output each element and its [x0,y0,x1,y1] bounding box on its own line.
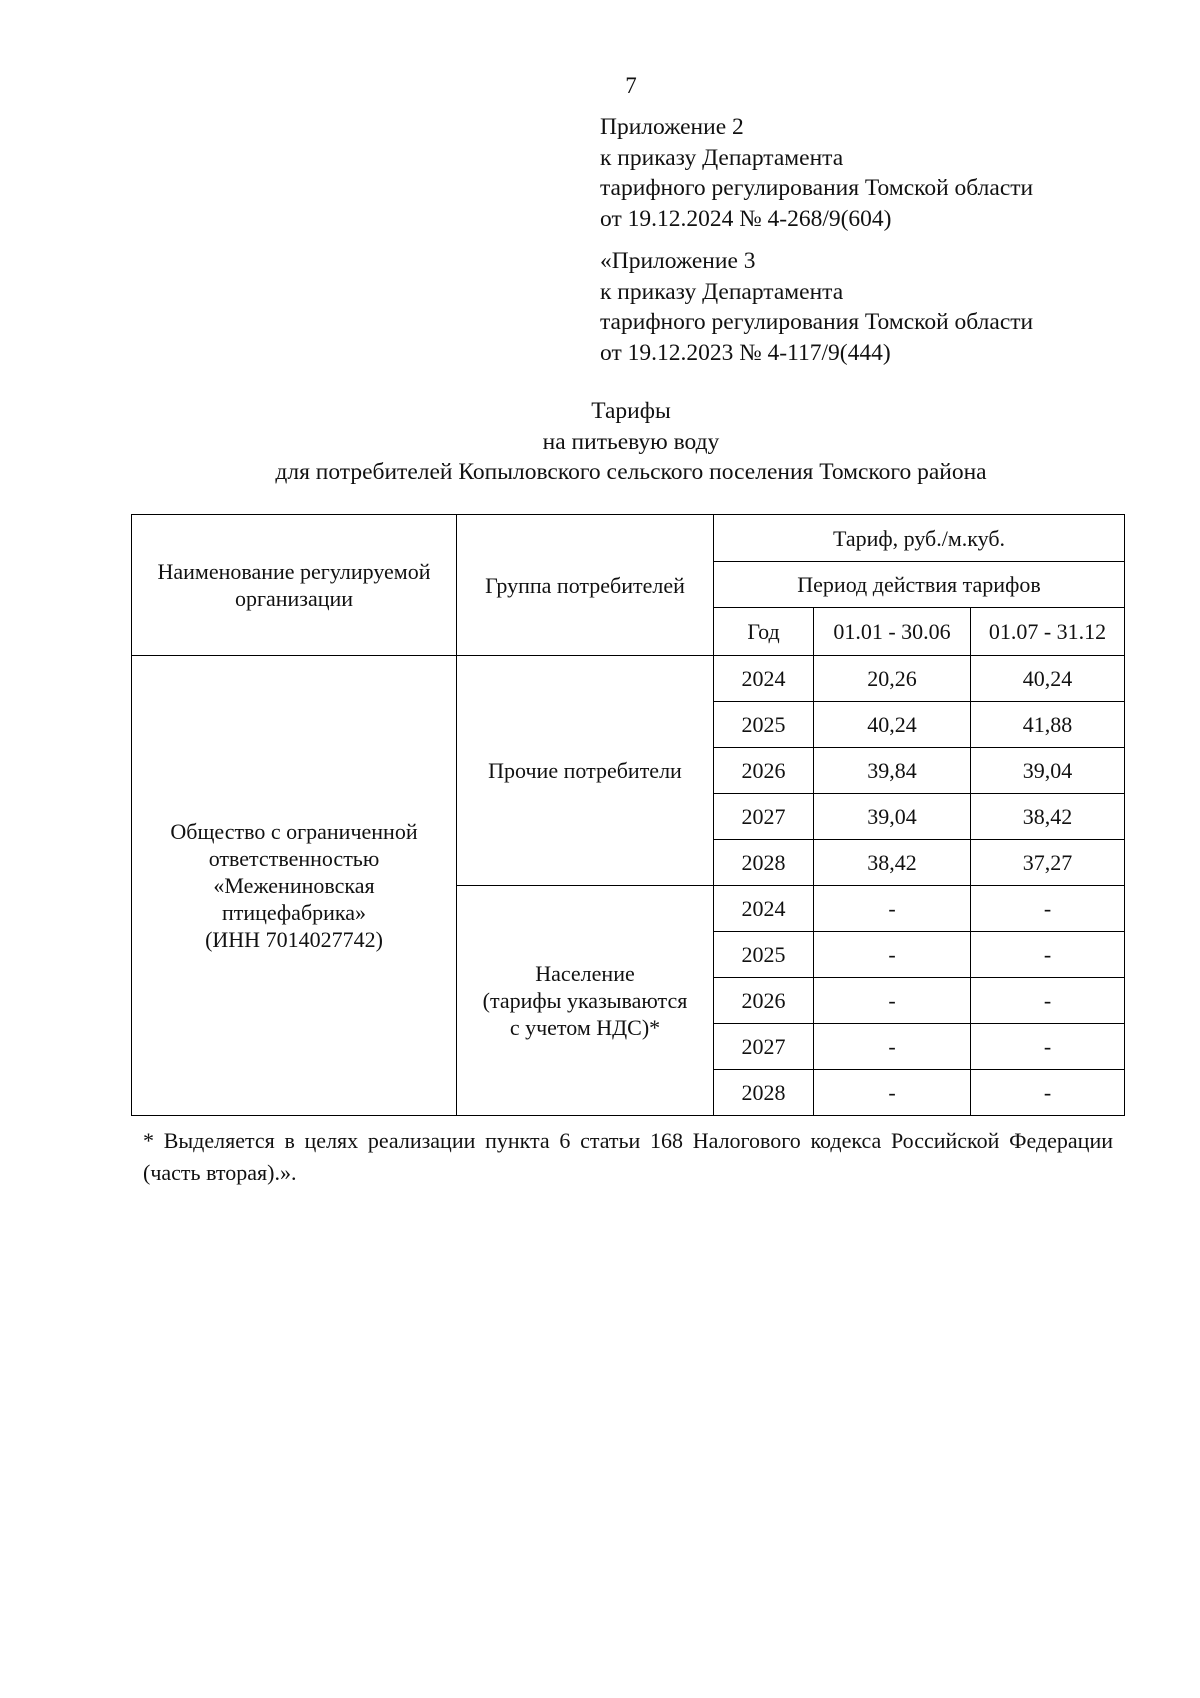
appendix-line: к приказу Департамента [600,144,844,171]
organization-line: Общество с ограниченной [170,819,418,844]
org-header: Наименование регулируемой организации [132,515,457,656]
year-cell: 2028 [714,840,814,886]
tariff-second-half-cell: 38,42 [971,794,1125,840]
tariff-second-half-cell: - [971,886,1125,932]
title-line: Тарифы [591,398,671,424]
tariff-first-half-cell: - [814,978,971,1024]
consumer-group-cell [457,656,714,886]
organization-line: птицефабрика» [221,900,367,925]
appendix-line: от 19.12.2024 № 4-268/9(604) [600,205,892,232]
organization-cell [132,656,457,1116]
tariff-second-half-cell: - [971,1070,1125,1116]
first-half-header: 01.01 - 30.06 [814,608,971,656]
tariff-first-half-cell: 40,24 [814,702,971,748]
tariff-first-half-cell: - [814,1024,971,1070]
table-row [132,656,1125,702]
appendix-line: тарифного регулирования Томской области [600,175,1034,201]
tariff-second-half-cell: - [971,932,1125,978]
appendix-line: «Приложение 3 [600,248,756,274]
tariff-first-half-cell: - [814,1070,971,1116]
year-cell: 2028 [714,1070,814,1116]
tariff-second-half-cell: 40,24 [971,656,1125,702]
consumer-group-line: (тарифы указываются [482,988,688,1013]
tariff-table [131,514,1125,1116]
previous-appendix-header [600,246,1033,368]
footnote: * Выделяется в целях реализации пункта 6 статьи 168 Налогового кодекса Российской Федерации (часть вторая).». [143,1128,1113,1185]
title-line: на питьевую воду [542,428,720,455]
year-cell: 2027 [714,1024,814,1070]
tariff-first-half-cell: 39,04 [814,794,971,840]
tariff-first-half-cell: 39,84 [814,748,971,794]
tariff-header: Тариф, руб./м.куб. [714,515,1125,562]
organization-line: (ИНН 7014027742) [205,927,383,952]
year-cell: 2025 [714,932,814,978]
consumer-group-line: Прочие потребители [488,758,682,783]
second-half-header: 01.07 - 31.12 [971,608,1125,656]
appendix-header [600,112,1033,234]
page-number: 7 [625,73,637,98]
organization-line: ответственностью [208,846,380,871]
year-cell: 2026 [714,748,814,794]
consumer-group-cell [457,886,714,1116]
appendix-line: к приказу Департамента [600,278,844,305]
year-header: Год [714,608,814,656]
document-title [0,396,1200,488]
group-header: Группа потребителей [457,515,714,656]
year-cell: 2027 [714,794,814,840]
appendix-line: Приложение 2 [600,114,744,140]
tariff-first-half-cell: 20,26 [814,656,971,702]
appendix-line: от 19.12.2023 № 4-117/9(444) [600,339,891,366]
appendix-line: тарифного регулирования Томской области [600,309,1034,335]
tariff-second-half-cell: - [971,1024,1125,1070]
tariff-first-half-cell: - [814,886,971,932]
organization-line: «Межениновская [213,873,375,898]
tariff-first-half-cell: - [814,932,971,978]
year-cell: 2024 [714,656,814,702]
tariff-first-half-cell: 38,42 [814,840,971,886]
tariff-second-half-cell: 37,27 [971,840,1125,886]
tariff-second-half-cell: - [971,978,1125,1024]
title-line: для потребителей Копыловского сельского поселения Томского района [275,459,987,485]
year-cell: 2026 [714,978,814,1024]
consumer-group-line: с учетом НДС)* [509,1015,661,1040]
year-cell: 2024 [714,886,814,932]
period-header: Период действия тарифов [714,562,1125,608]
tariff-second-half-cell: 39,04 [971,748,1125,794]
consumer-group-line: Население [535,961,635,986]
tariff-second-half-cell: 41,88 [971,702,1125,748]
year-cell: 2025 [714,702,814,748]
